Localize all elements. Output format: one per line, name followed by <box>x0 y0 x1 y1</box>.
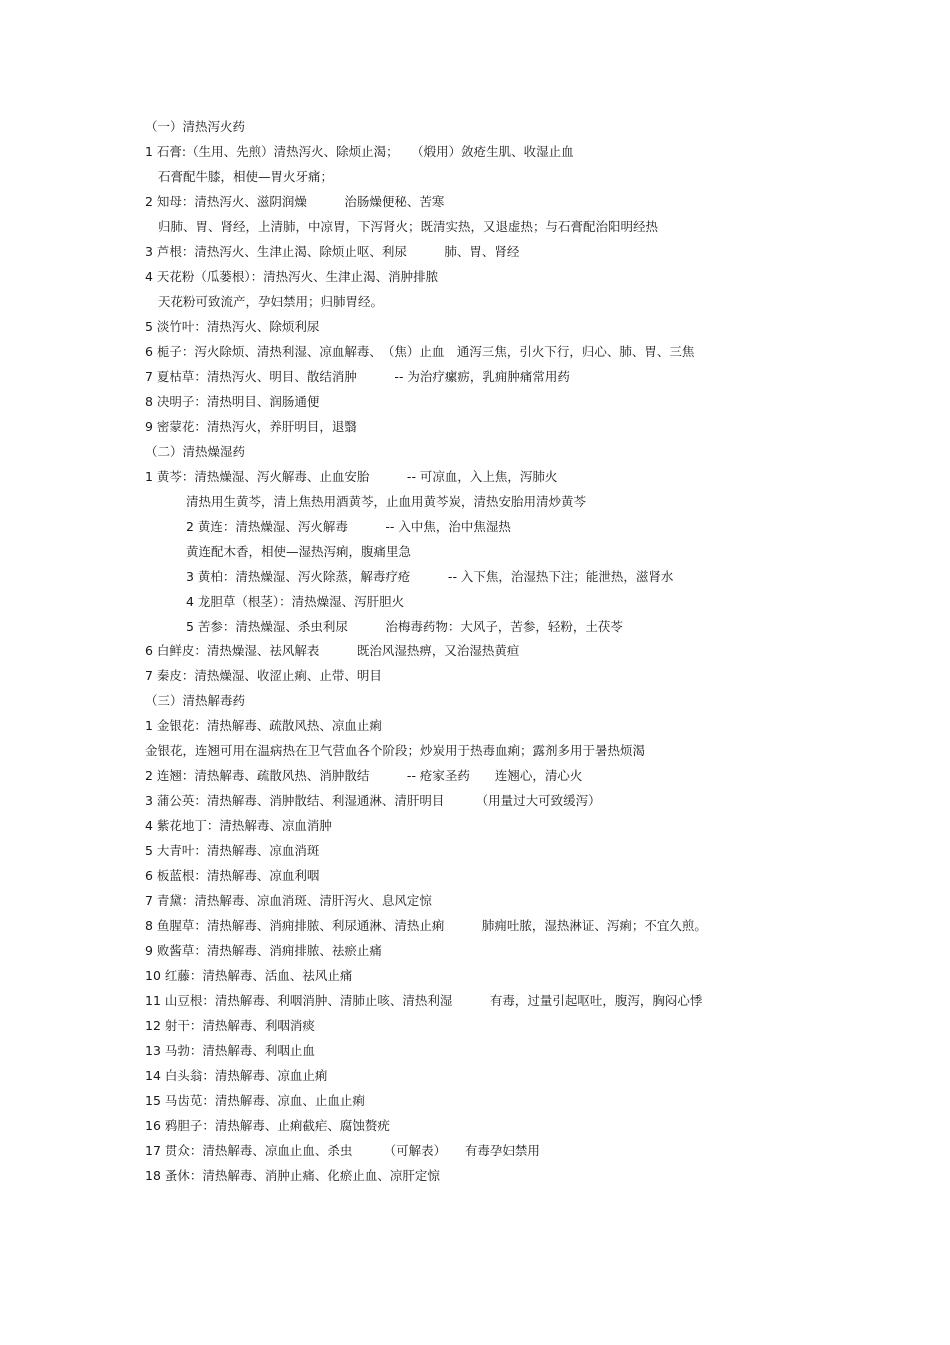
text-line: 6 栀子：泻火除烦、清热利湿、凉血解毒、 （焦）止血 通泻三焦，引火下行，归心、肺、胃、三焦 <box>145 344 695 359</box>
section-heading: （二）清热燥湿药 <box>145 444 246 459</box>
text-line: 17 贯众：清热解毒、凉血止血、杀虫 （可解表） 有毒孕妇禁用 <box>145 1143 540 1158</box>
text-line: 8 决明子：清热明目、润肠通便 <box>145 394 320 409</box>
text-line: 14 白头翁：清热解毒、凉血止痢 <box>145 1068 328 1083</box>
text-line: 4 天花粉（瓜蒌根）：清热泻火、生津止渴、消肿排脓 <box>145 269 439 284</box>
text-line: 1 石膏:（生用、先煎）清热泻火、除烦止渴； （煅用）敛疮生肌、收湿止血 <box>145 144 574 159</box>
text-line: 1 金银花：清热解毒、疏散风热、凉血止痢 <box>145 718 382 733</box>
text-line: 11 山豆根：清热解毒、利咽消肿、清肺止咳、清热利湿 有毒，过量引起呕吐，腹泻，胸闷心悸 <box>145 993 703 1008</box>
text-line: 16 鸦胆子：清热解毒、止痢截疟、腐蚀赘疣 <box>145 1118 390 1133</box>
text-line: 2 连翘：清热解毒、疏散风热、消肿散结 -- 疮家圣药 连翘心，清心火 <box>145 768 583 783</box>
text-line: 5 淡竹叶：清热泻火、除烦利尿 <box>145 319 320 334</box>
text-line: 黄连配木香，相使—湿热泻痢，腹痛里急 <box>186 544 412 559</box>
text-line: 7 青黛：清热解毒、凉血消斑、清肝泻火、息风定惊 <box>145 893 432 908</box>
text-line: 5 大青叶：清热解毒、凉血消斑 <box>145 843 320 858</box>
text-line: 18 蚤休：清热解毒、消肿止痛、化瘀止血、凉肝定惊 <box>145 1168 440 1183</box>
section-heading: （一）清热泻火药 <box>145 119 246 134</box>
text-line: 6 板蓝根：清热解毒、凉血利咽 <box>145 868 320 883</box>
text-line: 7 秦皮：清热燥湿、收涩止痢、止带、明目 <box>145 668 382 683</box>
text-line: 4 紫花地丁：清热解毒、凉血消肿 <box>145 818 332 833</box>
text-line: 7 夏枯草：清热泻火、明目、散结消肿 -- 为治疗瘰疬，乳痈肿痛常用药 <box>145 369 570 384</box>
text-line: 金银花，连翘可用在温病热在卫气营血各个阶段；炒炭用于热毒血痢；露剂多用于暑热烦渴 <box>145 743 646 758</box>
text-line: 归肺、胃、肾经，上清肺，中凉胃，下泻肾火；既清实热，又退虚热；与石膏配治阳明经热 <box>158 219 659 234</box>
text-line: 3 黄柏：清热燥湿、泻火除蒸，解毒疗疮 -- 入下焦，治湿热下注；能泄热，滋肾水 <box>186 569 674 584</box>
text-line: 12 射干：清热解毒、利咽消痰 <box>145 1018 315 1033</box>
text-line: 2 知母：清热泻火、滋阴润燥 治肠燥便秘、苦寒 <box>145 194 445 209</box>
text-line: 天花粉可致流产，孕妇禁用；归肺胃经。 <box>158 294 384 309</box>
text-line: 1 黄芩：清热燥湿、泻火解毒、止血安胎 -- 可凉血，入上焦，泻肺火 <box>145 469 558 484</box>
text-line: 9 密蒙花：清热泻火，养肝明目，退翳 <box>145 419 357 434</box>
text-line: 13 马勃：清热解毒、利咽止血 <box>145 1043 315 1058</box>
text-line: 5 苦参：清热燥湿、杀虫利尿 治梅毒药物：大风子，苦参，轻粉，土茯苓 <box>186 619 623 634</box>
text-line: 8 鱼腥草：清热解毒、消痈排脓、利尿通淋、清热止痢 肺痈吐脓，湿热淋证、泻痢；不宜久煎。 <box>145 918 707 933</box>
text-line: 3 芦根：清热泻火、生津止渴、除烦止呕、利尿 肺、胃、肾经 <box>145 244 520 259</box>
section-heading: （三）清热解毒药 <box>145 693 246 708</box>
text-line: 清热用生黄芩，清上焦热用酒黄芩，止血用黄芩炭，清热安胎用清炒黄芩 <box>186 494 587 509</box>
text-line: 4 龙胆草（根茎）：清热燥湿、泻肝胆火 <box>186 594 405 609</box>
text-line: 6 白鲜皮：清热燥湿、祛风解表 既治风湿热痹，又治湿热黄疸 <box>145 643 520 658</box>
text-line: 3 蒲公英：清热解毒、消肿散结、利湿通淋、清肝明目 （用量过大可致缓泻） <box>145 793 601 808</box>
text-line: 2 黄连：清热燥湿、泻火解毒 -- 入中焦，治中焦湿热 <box>186 519 511 534</box>
text-line: 10 红藤：清热解毒、活血、祛风止痛 <box>145 968 353 983</box>
text-line: 15 马齿苋：清热解毒、凉血、止血止痢 <box>145 1093 365 1108</box>
text-line: 石膏配牛膝，相使—胃火牙痛； <box>158 169 334 184</box>
text-line: 9 败酱草：清热解毒、消痈排脓、祛瘀止痛 <box>145 943 382 958</box>
